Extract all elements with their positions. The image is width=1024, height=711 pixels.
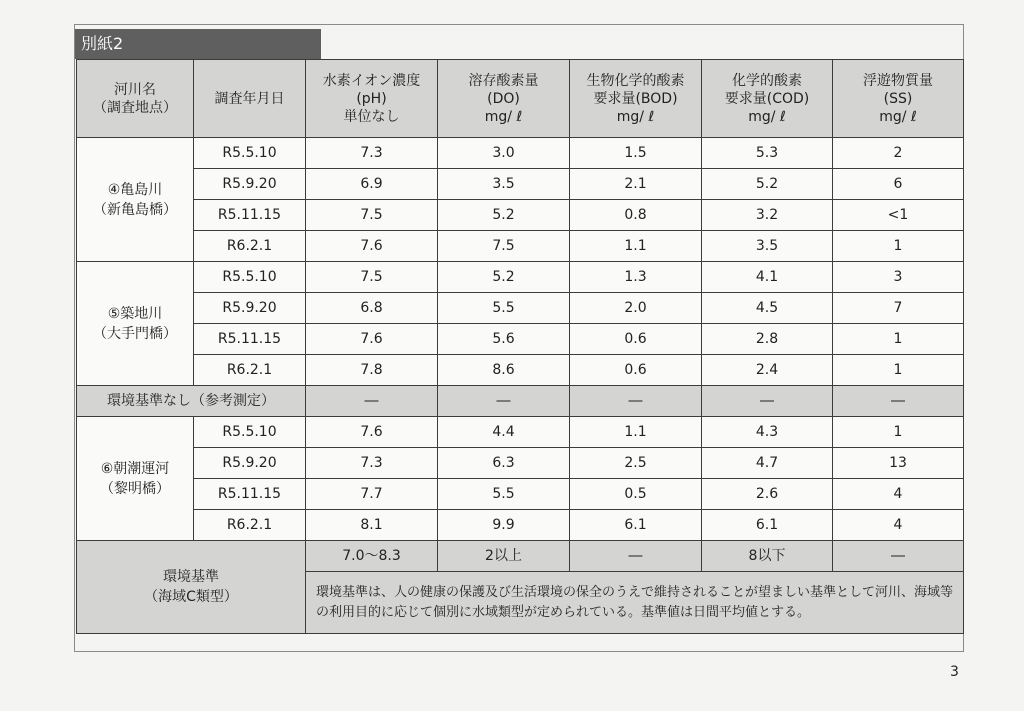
- value-cell: 9.9: [438, 510, 570, 541]
- date-cell: R5.5.10: [194, 138, 306, 169]
- standard-value-cell: 8以下: [702, 541, 833, 572]
- value-cell: 5.2: [438, 262, 570, 293]
- date-cell: R5.11.15: [194, 479, 306, 510]
- value-cell: 4.5: [702, 293, 833, 324]
- value-cell: 4.4: [438, 417, 570, 448]
- standard-label-cell: 環境基準 （海域C類型）: [77, 541, 306, 634]
- value-cell: 7.3: [306, 138, 438, 169]
- standard-row: [77, 541, 964, 572]
- value-cell: 1.1: [570, 231, 702, 262]
- value-cell: 3.5: [702, 231, 833, 262]
- header-row: [77, 60, 964, 138]
- value-cell: 3.0: [438, 138, 570, 169]
- value-cell: 8.1: [306, 510, 438, 541]
- water-quality-table: [76, 59, 964, 634]
- value-cell: 7: [833, 293, 964, 324]
- value-cell: 5.5: [438, 479, 570, 510]
- value-cell: <1: [833, 200, 964, 231]
- value-cell: ―: [438, 386, 570, 417]
- value-cell: 7.8: [306, 355, 438, 386]
- table-row: [77, 231, 964, 262]
- date-cell: R5.5.10: [194, 262, 306, 293]
- date-cell: R5.9.20: [194, 293, 306, 324]
- header-date: 調査年月日: [194, 60, 306, 138]
- header-river: 河川名 （調査地点）: [77, 60, 194, 138]
- attachment-tag: 別紙2: [75, 29, 321, 59]
- value-cell: 2.0: [570, 293, 702, 324]
- value-cell: 2.1: [570, 169, 702, 200]
- river-name-cell: ⑥朝潮運河 （黎明橋）: [77, 417, 194, 541]
- table-row: [77, 169, 964, 200]
- standard-value-cell: ―: [570, 541, 702, 572]
- value-cell: 1: [833, 355, 964, 386]
- value-cell: 5.2: [438, 200, 570, 231]
- value-cell: 6.3: [438, 448, 570, 479]
- value-cell: ―: [833, 386, 964, 417]
- header-do: 溶存酸素量 (DO) mg/ ℓ: [438, 60, 570, 138]
- page-number: 3: [950, 664, 959, 680]
- value-cell: 2.4: [702, 355, 833, 386]
- date-cell: R5.11.15: [194, 200, 306, 231]
- value-cell: ―: [306, 386, 438, 417]
- value-cell: 0.5: [570, 479, 702, 510]
- header-cod: 化学的酸素 要求量(COD) mg/ ℓ: [702, 60, 833, 138]
- value-cell: 3: [833, 262, 964, 293]
- value-cell: 13: [833, 448, 964, 479]
- value-cell: 4.7: [702, 448, 833, 479]
- value-cell: 5.5: [438, 293, 570, 324]
- date-cell: R5.9.20: [194, 448, 306, 479]
- table-row: [77, 324, 964, 355]
- value-cell: 7.5: [438, 231, 570, 262]
- header-ph: 水素イオン濃度 (pH) 単位なし: [306, 60, 438, 138]
- date-cell: R6.2.1: [194, 231, 306, 262]
- standard-note-cell: 環境基準は、人の健康の保護及び生活環境の保全のうえで維持されることが望ましい基準として河川、海域等の利用目的に応じて個別に水域類型が定められている。基準値は日間平均値とする。: [306, 572, 964, 634]
- standard-value-cell: ―: [833, 541, 964, 572]
- value-cell: 0.6: [570, 355, 702, 386]
- value-cell: 7.6: [306, 231, 438, 262]
- value-cell: 3.5: [438, 169, 570, 200]
- value-cell: ―: [570, 386, 702, 417]
- date-cell: R5.11.15: [194, 324, 306, 355]
- value-cell: 0.8: [570, 200, 702, 231]
- table-row: [77, 262, 964, 293]
- value-cell: 8.6: [438, 355, 570, 386]
- standard-value-cell: 7.0～8.3: [306, 541, 438, 572]
- table-body: [77, 138, 964, 634]
- river-name-cell: ⑤築地川 （大手門橋）: [77, 262, 194, 386]
- value-cell: 5.3: [702, 138, 833, 169]
- header-bod: 生物化学的酸素 要求量(BOD) mg/ ℓ: [570, 60, 702, 138]
- value-cell: 7.6: [306, 417, 438, 448]
- value-cell: 4: [833, 479, 964, 510]
- value-cell: 1: [833, 417, 964, 448]
- value-cell: 2: [833, 138, 964, 169]
- value-cell: 0.6: [570, 324, 702, 355]
- table-row: [77, 448, 964, 479]
- value-cell: 7.7: [306, 479, 438, 510]
- value-cell: 6.8: [306, 293, 438, 324]
- value-cell: 7.6: [306, 324, 438, 355]
- value-cell: 1.3: [570, 262, 702, 293]
- value-cell: 2.6: [702, 479, 833, 510]
- value-cell: ―: [702, 386, 833, 417]
- reference-row: [77, 386, 964, 417]
- value-cell: 2.8: [702, 324, 833, 355]
- value-cell: 7.3: [306, 448, 438, 479]
- table-row: [77, 138, 964, 169]
- date-cell: R5.9.20: [194, 169, 306, 200]
- river-name-cell: ④亀島川 （新亀島橋）: [77, 138, 194, 262]
- value-cell: 2.5: [570, 448, 702, 479]
- standard-value-cell: 2以上: [438, 541, 570, 572]
- reference-label-cell: 環境基準なし（参考測定）: [77, 386, 306, 417]
- table-row: [77, 479, 964, 510]
- value-cell: 1: [833, 231, 964, 262]
- value-cell: 4.3: [702, 417, 833, 448]
- value-cell: 6.9: [306, 169, 438, 200]
- value-cell: 5.2: [702, 169, 833, 200]
- date-cell: R6.2.1: [194, 510, 306, 541]
- table-row: [77, 417, 964, 448]
- value-cell: 5.6: [438, 324, 570, 355]
- value-cell: 6: [833, 169, 964, 200]
- date-cell: R6.2.1: [194, 355, 306, 386]
- table-row: [77, 510, 964, 541]
- table-row: [77, 293, 964, 324]
- value-cell: 3.2: [702, 200, 833, 231]
- value-cell: 1: [833, 324, 964, 355]
- value-cell: 7.5: [306, 262, 438, 293]
- value-cell: 4.1: [702, 262, 833, 293]
- value-cell: 4: [833, 510, 964, 541]
- table-row: [77, 355, 964, 386]
- value-cell: 1.1: [570, 417, 702, 448]
- date-cell: R5.5.10: [194, 417, 306, 448]
- table-row: [77, 200, 964, 231]
- value-cell: 1.5: [570, 138, 702, 169]
- value-cell: 6.1: [570, 510, 702, 541]
- header-ss: 浮遊物質量 (SS) mg/ ℓ: [833, 60, 964, 138]
- value-cell: 7.5: [306, 200, 438, 231]
- value-cell: 6.1: [702, 510, 833, 541]
